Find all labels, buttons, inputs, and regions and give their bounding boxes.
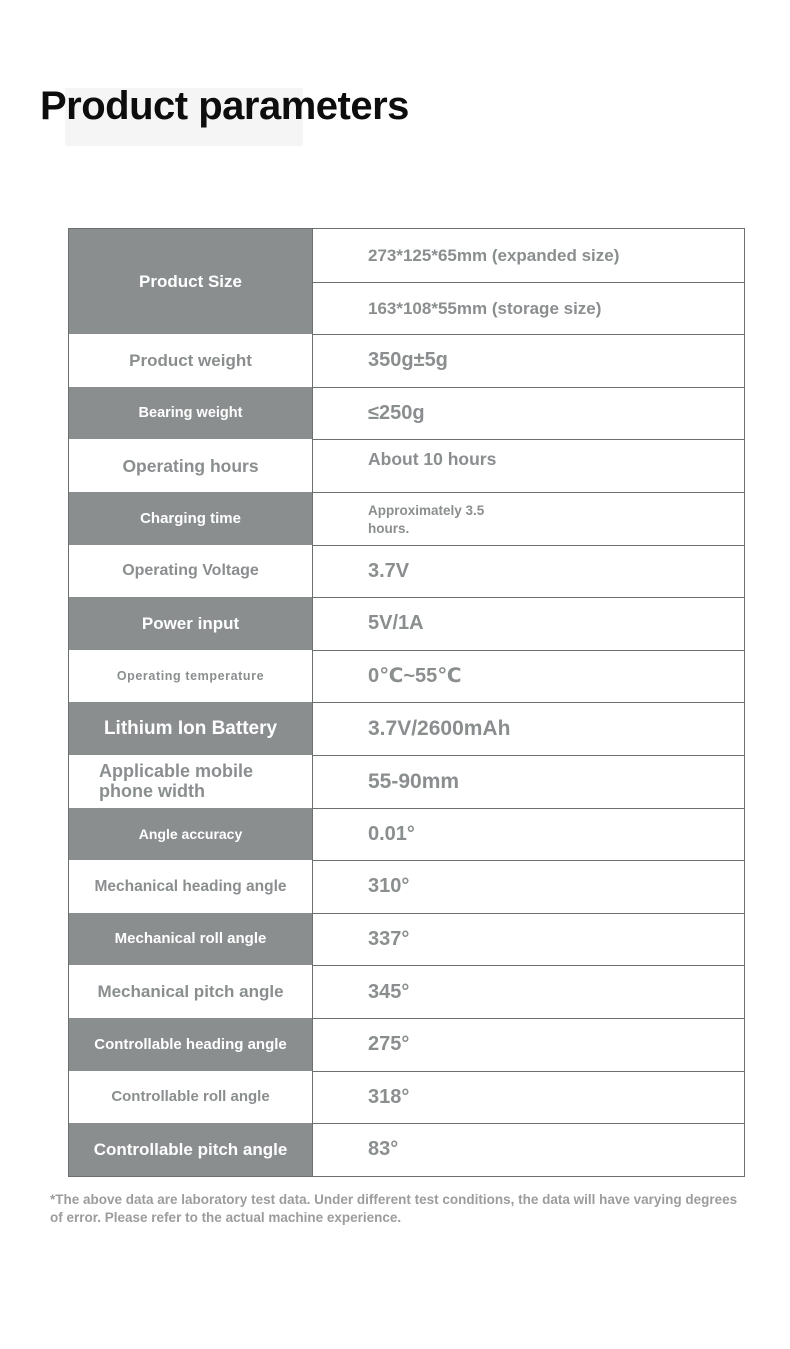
spec-label-angle-accuracy: Angle accuracy — [69, 808, 312, 861]
spec-label-mechanical-roll-angle: Mechanical roll angle — [69, 913, 312, 966]
spec-value-charging-time — [312, 492, 744, 545]
applicable-phone-width-text: Applicable mobile phone width — [99, 760, 254, 802]
spec-table — [68, 228, 745, 1177]
spec-label-bearing-weight: Bearing weight — [69, 387, 312, 440]
spec-value-controllable-heading-angle: 275° — [312, 1018, 744, 1071]
spec-value-controllable-pitch-angle: 83° — [312, 1123, 744, 1176]
spec-value-product-size-expanded: 273*125*65mm (expanded size) — [312, 229, 744, 282]
spec-value-applicable-phone-width: 55-90mm — [312, 755, 744, 808]
spec-label-mechanical-pitch-angle: Mechanical pitch angle — [69, 965, 312, 1018]
spec-label-controllable-pitch-angle: Controllable pitch angle — [69, 1123, 312, 1176]
spec-value-mechanical-heading-angle: 310° — [312, 860, 744, 913]
charging-time-text: Approximately 3.5 hours. — [368, 502, 485, 536]
spec-value-mechanical-pitch-angle: 345° — [312, 965, 744, 1018]
spec-value-operating-hours: About 10 hours — [312, 439, 744, 492]
spec-label-power-input: Power input — [69, 597, 312, 650]
spec-value-power-input: 5V/1A — [312, 597, 744, 650]
spec-label-product-size: Product Size — [69, 229, 312, 334]
spec-label-product-weight: Product weight — [69, 334, 312, 387]
spec-value-operating-temperature: 0℃~55℃ — [312, 650, 744, 703]
spec-value-operating-voltage: 3.7V — [312, 545, 744, 598]
spec-label-charging-time: Charging time — [69, 492, 312, 545]
spec-value-product-weight: 350g±5g — [312, 334, 744, 387]
spec-value-product-size-storage: 163*108*55mm (storage size) — [312, 282, 744, 335]
spec-label-operating-voltage: Operating Voltage — [69, 545, 312, 598]
spec-value-mechanical-roll-angle: 337° — [312, 913, 744, 966]
page-title: Product parameters — [40, 84, 409, 128]
spec-label-applicable-phone-width — [69, 755, 312, 808]
spec-label-controllable-roll-angle: Controllable roll angle — [69, 1071, 312, 1124]
spec-label-operating-temperature: Operating temperature — [69, 650, 312, 703]
spec-value-angle-accuracy: 0.01° — [312, 808, 744, 861]
spec-label-lithium-ion-battery: Lithium Ion Battery — [69, 702, 312, 755]
footnote: *The above data are laboratory test data. Under different test conditions, the data will have varying degrees of error. Please refer to the actual machine experience. — [50, 1192, 738, 1225]
spec-label-operating-hours: Operating hours — [69, 439, 312, 492]
spec-value-controllable-roll-angle: 318° — [312, 1071, 744, 1124]
spec-label-controllable-heading-angle: Controllable heading angle — [69, 1018, 312, 1071]
spec-label-mechanical-heading-angle: Mechanical heading angle — [69, 860, 312, 913]
spec-value-bearing-weight: ≤250g — [312, 387, 744, 440]
spec-value-lithium-ion-battery: 3.7V/2600mAh — [312, 702, 744, 755]
